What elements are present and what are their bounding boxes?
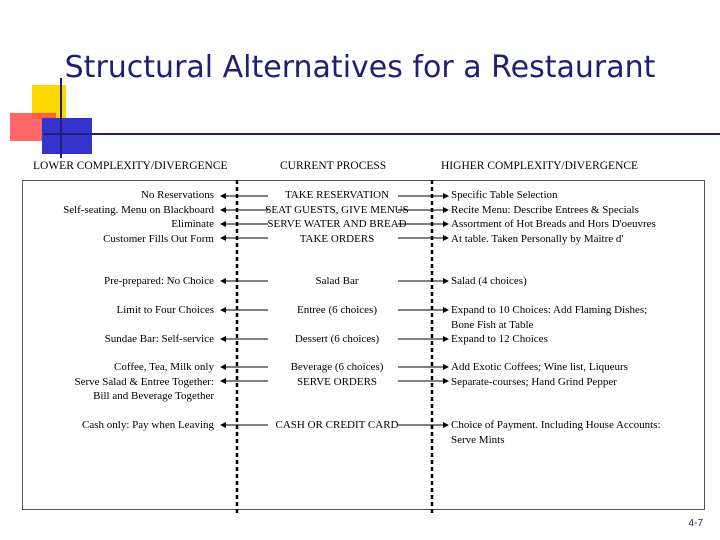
page-title: Structural Alternatives for a Restaurant [64,50,656,85]
row4-current: Dessert (6 choices) [294,333,380,345]
row5-lower: Coffee, Tea, Milk only Serve Salad & Entree Together: Bill and Beverage Together [74,361,214,402]
header-current-process: CURRENT PROCESS [280,160,387,172]
row1-current: TAKE RESERVATION SEAT GUESTS, GIVE MENUS SERVE WATER AND BREAD TAKE ORDERS [265,189,409,245]
row4-lower: Sundae Bar: Self-service [104,333,214,345]
row2-current: Salad Bar [315,275,359,287]
row6-current: CASH OR CREDIT CARD [275,419,399,431]
row6-higher: Choice of Payment. Including House Accounts: Serve Mints [451,419,661,446]
header-higher-complexity: HIGHER COMPLEXITY/DIVERGENCE [441,160,639,172]
row6-lower: Cash only: Pay when Leaving [82,419,214,431]
row2-higher: Salad (4 choices) [451,275,527,287]
row2-lower: Pre-prepared: No Choice [104,275,214,287]
page-number: 4-7 [688,518,703,529]
row1-higher: Specific Table Selection Recite Menu: Describe Entrees & Specials Assortment of Hot Breads and Hors D'oeuvres At table. Taken Personally by Maitre d' [451,189,656,245]
row3-lower: Limit to Four Choices [116,304,214,316]
row5-current: Beverage (6 choices) SERVE ORDERS [290,361,384,388]
row3-higher: Expand to 10 Choices: Add Flaming Dishes; Bone Fish at Table [451,304,648,331]
row4-higher: Expand to 12 Choices [451,333,548,345]
row5-higher: Add Exotic Coffees; Wine list, Liqueurs Separate-courses; Hand Grind Pepper [451,361,628,388]
row1-lower: No Reservations Self-seating. Menu on Blackboard Eliminate Customer Fills Out Form [63,189,214,245]
row3-current: Entree (6 choices) [296,304,377,316]
header-lower-complexity: LOWER COMPLEXITY/DIVERGENCE [33,160,228,172]
